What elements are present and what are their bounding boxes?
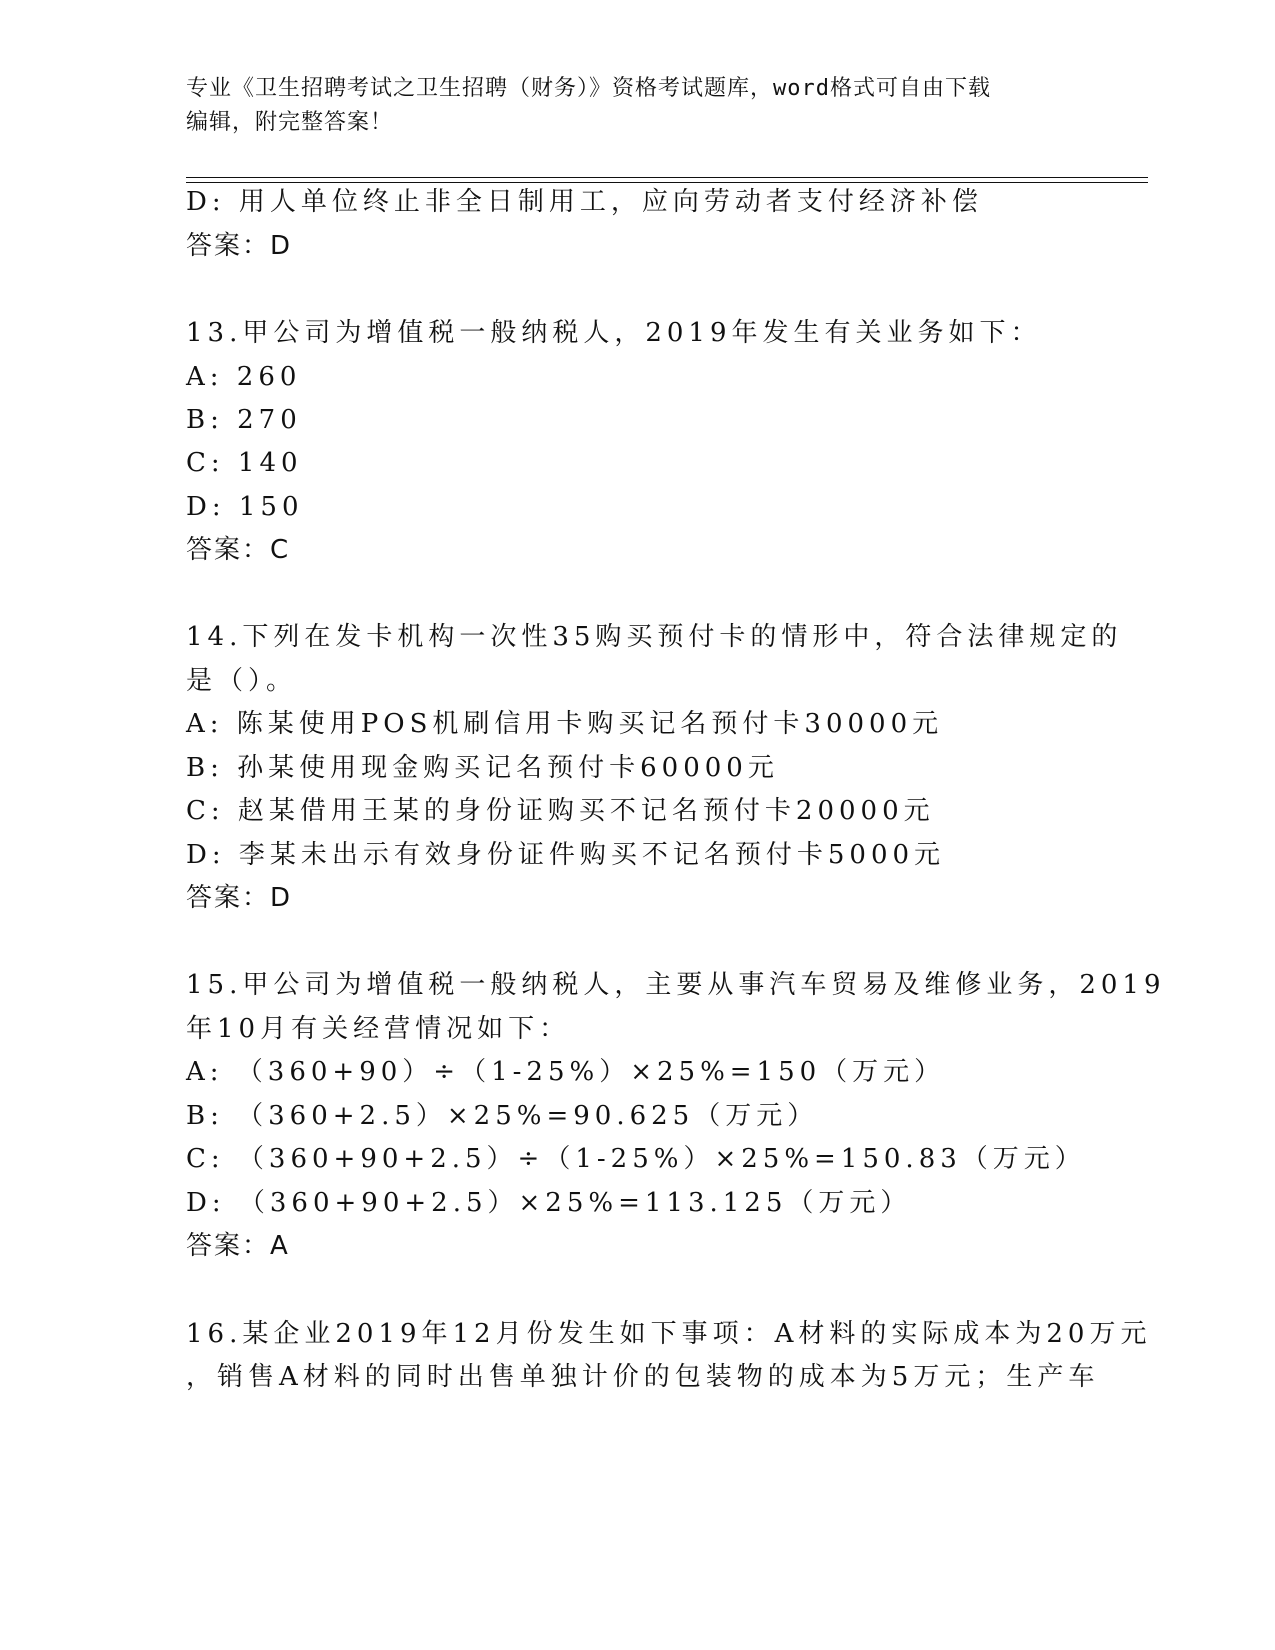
header-rule-top: [186, 177, 1148, 178]
prev-answer: 答案：D: [186, 231, 293, 261]
q14-option-d: D: 李某未出示有效身份证件购买不记名预付卡5000元: [186, 840, 946, 870]
q14-option-c: C: 赵某借用王某的身份证购买不记名预付卡20000元: [186, 796, 935, 826]
prev-option-d: D: 用人单位终止非全日制用工，应向劳动者支付经济补偿: [186, 187, 983, 217]
q13-option-c: C: 140: [186, 448, 303, 478]
q15-answer: 答案：A: [186, 1231, 290, 1261]
header-rule-bottom: [186, 182, 1148, 183]
q14-stem-line-2: 是（）。: [186, 666, 298, 696]
q13-option-d: D: 150: [186, 492, 304, 522]
q15-option-a: A: （360+90）÷（1-25%）×25%=150（万元）: [186, 1057, 946, 1087]
q14-answer: 答案：D: [186, 883, 293, 913]
q15-stem-line-2: 年10月有关经营情况如下：: [186, 1014, 571, 1044]
q13-option-a: A: 260: [186, 362, 302, 392]
header-line-1: 专业《卫生招聘考试之卫生招聘（财务）》资格考试题库，word格式可自由下载: [186, 76, 991, 101]
q15-option-c: C: （360+90+2.5）÷（1-25%）×25%=150.83（万元）: [186, 1144, 1086, 1174]
q15-option-b: B: （360+2.5）×25%=90.625（万元）: [186, 1101, 819, 1131]
q14-option-b: B: 孙某使用现金购买记名预付卡60000元: [186, 753, 779, 783]
page-header: [186, 72, 1086, 140]
q15-option-d: D: （360+90+2.5）×25%=113.125（万元）: [186, 1188, 912, 1218]
q15-stem-line-1: 15.甲公司为增值税一般纳税人，主要从事汽车贸易及维修业务，2019: [186, 970, 1166, 1000]
q13-stem: 13.甲公司为增值税一般纳税人，2019年发生有关业务如下：: [186, 318, 1042, 348]
q13-option-b: B: 270: [186, 405, 302, 435]
header-line-2: 编辑，附完整答案！: [186, 110, 394, 135]
q13-answer: 答案：C: [186, 535, 291, 565]
q14-stem-line-1: 14.下列在发卡机构一次性35购买预付卡的情形中，符合法律规定的: [186, 622, 1123, 652]
q16-stem-line-1: 16.某企业2019年12月份发生如下事项：A材料的实际成本为20万元: [186, 1319, 1152, 1349]
q16-stem-line-2: ，销售A材料的同时出售单独计价的包装物的成本为5万元；生产车: [186, 1362, 1100, 1392]
q14-option-a: A: 陈某使用POS机刷信用卡购买记名预付卡30000元: [186, 709, 944, 739]
